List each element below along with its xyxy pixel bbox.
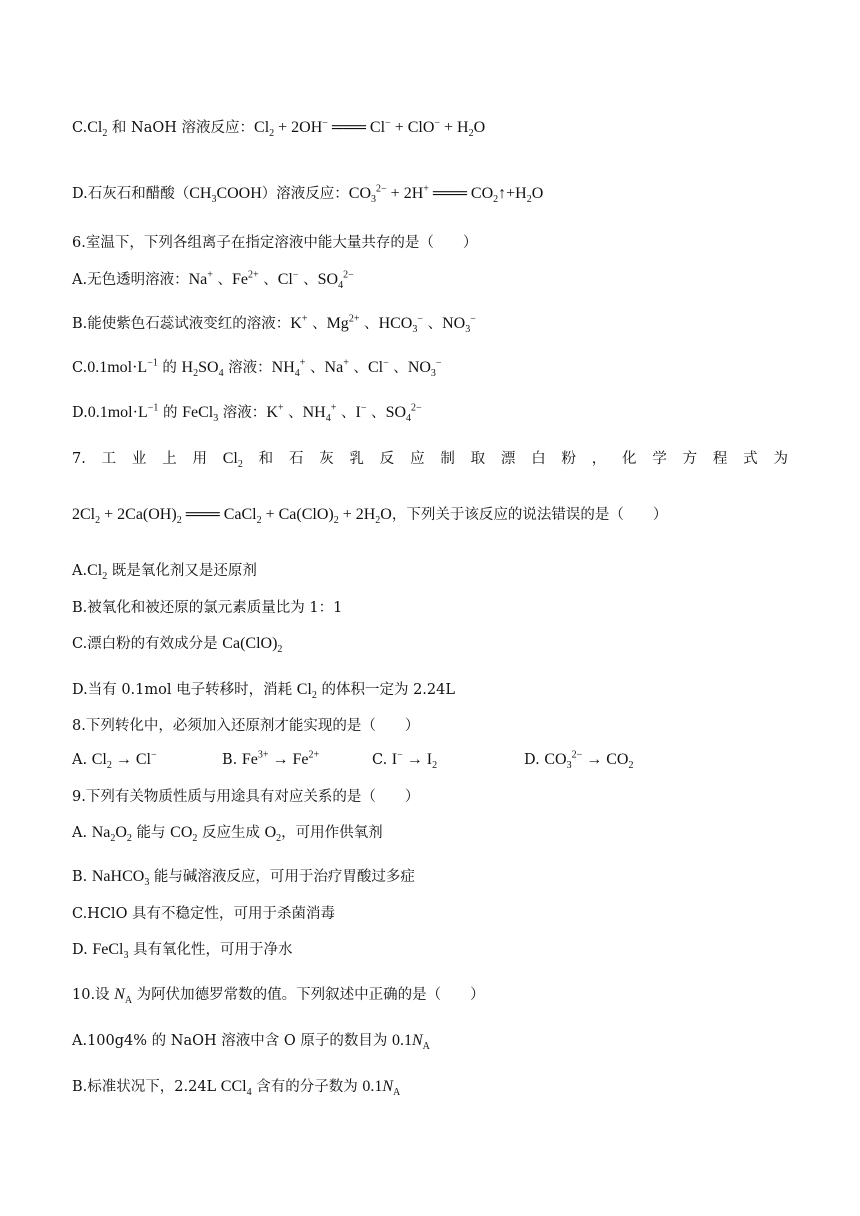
text-line-9d: D. FeCl$_3$ 具有氧化性，可用于净水 (72, 941, 293, 962)
text-line-q10: 10.设 $N_A$ 为阿伏加德罗常数的值。下列叙述中正确的是（ ） (72, 986, 485, 1007)
q7-token: 业 (131, 451, 147, 467)
question-7-stem (72, 449, 788, 469)
text-line-7a: $A.Cl_2$ 既是氧化剂又是还原剂 (72, 562, 257, 583)
q8-option-b: B. $Fe^{3+} \to Fe^{2+}$ (222, 749, 320, 768)
text-line-7d: D.当有 0.1mol 电子转移时，消耗 $Cl_2$ 的体积一定为 2.24L (72, 681, 455, 702)
text-line-5c: $C.Cl_2$ 和 NaOH 溶液反应：$Cl_2 + 2OH^-$ ═══ $Cl^- + ClO^- + H_2O$ (72, 117, 486, 140)
q7-token: ， (591, 451, 607, 467)
text-line-q7b: $2Cl_2 + 2Ca(OH)_2$ ═══ CaCl$_2$ + $Ca(ClO)_2 + 2H_2O$，下列关于该反应的说法错误的是（ ） (72, 506, 668, 527)
q7-token: 乳 (349, 451, 364, 467)
text-line-9b: B. NaHCO$_3$ 能与碱溶液反应，可用于治疗胃酸过多症 (72, 868, 415, 889)
q7-token: 漂 (500, 451, 516, 467)
text-line-6d: $D.0.1mol\cdot L^{-1}$ 的 FeCl$_3$ 溶液：K+ 、$NH_4^+$ 、I− 、$SO_4^{2-}$ (72, 402, 422, 425)
q7-token: 石 (288, 451, 304, 467)
text-line-10b: B.标准状况下，2.24L CCl$_4$ 含有的分子数为 $0.1N_A$ (72, 1078, 401, 1099)
q7-token: 制 (440, 451, 455, 467)
text-line-9c: C.HClO 具有不稳定性，可用于杀菌消毒 (72, 906, 336, 922)
text-line-6c: $C.0.1mol\cdot L^{-1}$ 的 $H_2SO_4$ 溶液：$NH_4^+$ 、Na+ 、Cl− 、$NO_3^-$ (72, 357, 442, 380)
q7-token: 方 (682, 451, 698, 467)
q7-token: 工 (101, 451, 117, 467)
text-line-q6: 6.室温下，下列各组离子在指定溶液中能大量共存的是（ ） (72, 235, 478, 251)
q7-token: 白 (531, 451, 546, 467)
text-line-q8: 8.下列转化中，必须加入还原剂才能实现的是（ ） (72, 718, 420, 734)
q7-token: 粉 (561, 451, 576, 467)
q7-token: 7. (72, 451, 86, 467)
text-line-6a: A.无色透明溶液：Na+ 、$Fe^{2+}$ 、Cl− 、$SO_4^{2-}$ (72, 269, 354, 292)
q8-option-d: D. $CO_3^{2-} \to CO_2$ (524, 749, 634, 772)
text-line-10a: A.100g4% 的 NaOH 溶液中含 O 原子的数目为 $0.1N_A$ (72, 1032, 430, 1053)
q7-token: 应 (410, 451, 425, 467)
text-line-9a: A. $Na_2O_2$ 能与 $CO_2$ 反应生成 $O_2$，可用作供氧剂 (72, 824, 383, 845)
text-line-7b: B.被氧化和被还原的氯元素质量比为 1：1 (72, 600, 343, 616)
q7-token: 式 (743, 451, 758, 467)
q7-token: 程 (712, 451, 728, 467)
q7-token: 灰 (319, 451, 334, 467)
text-line-q9: 9.下列有关物质性质与用途具有对应关系的是（ ） (72, 789, 420, 805)
q7-token: 为 (773, 451, 788, 467)
q8-option-a: A. $Cl_2 \to Cl^-$ (72, 749, 157, 772)
q8-option-c: C. $I^- \to I_2$ (372, 749, 438, 772)
q7-token: 反 (379, 451, 395, 467)
text-line-5d: D.石灰石和醋酸$(CH_3COOH)$溶液反应：$CO_3^{2-} + 2H^+$ ═══ $CO_2↑+H_2O$ (72, 183, 544, 206)
q7-token: 用 (192, 451, 207, 467)
q7-token: 和 (258, 451, 274, 467)
q7-token: $Cl_2$ (222, 450, 243, 471)
q7-token: 化 (622, 451, 637, 467)
q7-token: 学 (652, 451, 667, 467)
q7-token: 上 (162, 451, 177, 467)
text-line-7c: C.漂白粉的有效成分是 $Ca(ClO)_2$ (72, 635, 283, 656)
q7-token: 取 (470, 451, 486, 467)
text-line-6b: B.能使紫色石蕊试液变红的溶液：K+ 、$Mg^{2+}$ 、$HCO_3^-$ 、$NO_3^-$ (72, 313, 476, 336)
